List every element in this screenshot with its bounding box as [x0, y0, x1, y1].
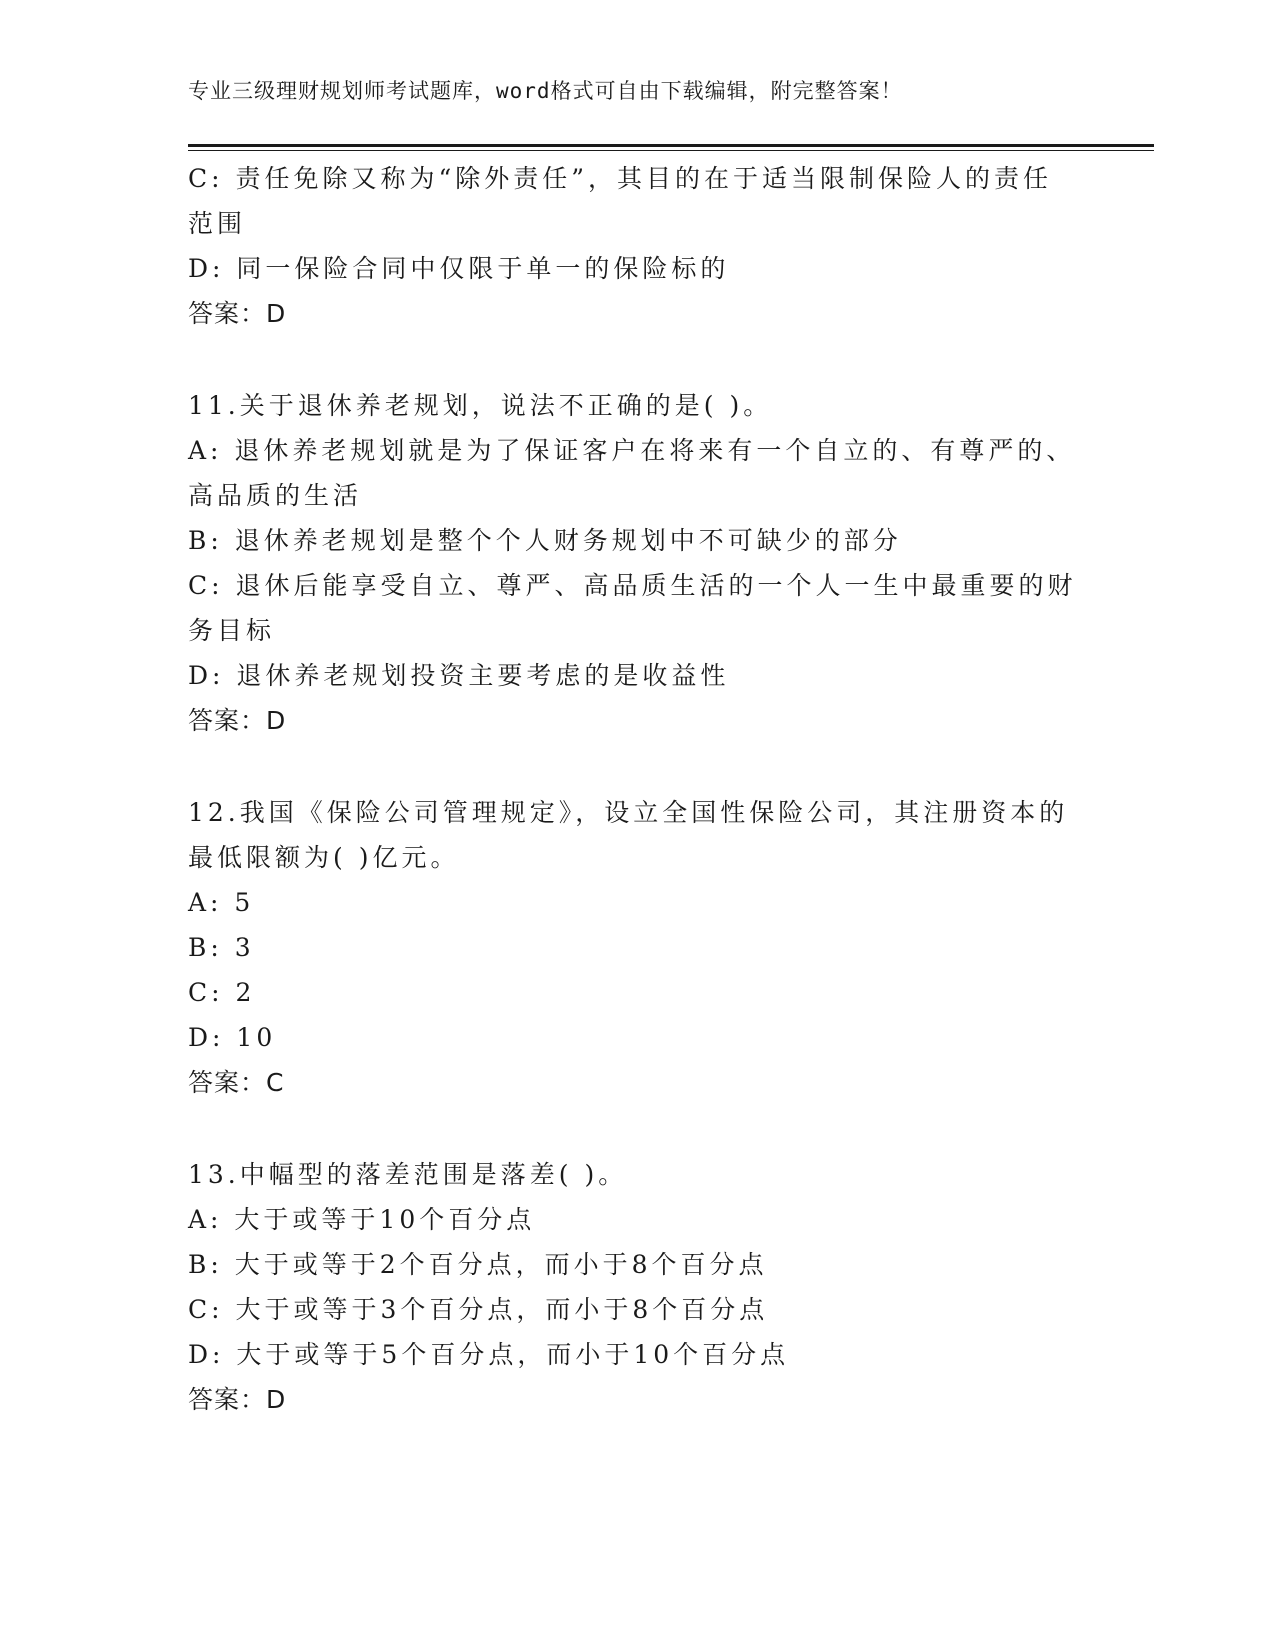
answer-line: 答案：C	[188, 1068, 285, 1097]
question-line: D: 10	[188, 1023, 277, 1052]
header-rule-thin	[188, 150, 1154, 151]
question-line: C: 退休后能享受自立、尊严、高品质生活的一个人一生中最重要的财	[188, 571, 1077, 600]
question-line: 务目标	[188, 616, 276, 645]
block-gap	[188, 1105, 1088, 1152]
question-line: C: 大于或等于3个百分点，而小于8个百分点	[188, 1295, 769, 1324]
question-block-11	[188, 383, 1088, 743]
question-line: A: 大于或等于10个百分点	[188, 1205, 536, 1234]
answer-line: 答案：D	[188, 706, 287, 735]
question-block-13	[188, 1152, 1088, 1422]
header-rule-thick	[188, 144, 1154, 147]
question-line: C: 责任免除又称为“除外责任”，其目的在于适当限制保险人的责任	[188, 164, 1053, 193]
question-line: A: 5	[188, 888, 255, 917]
question-line: 13.中幅型的落差范围是落差( )。	[188, 1160, 628, 1189]
question-block-12	[188, 790, 1088, 1105]
answer-line: 答案：D	[188, 1385, 287, 1414]
question-line: 最低限额为( )亿元。	[188, 843, 460, 872]
question-line: B: 大于或等于2个百分点，而小于8个百分点	[188, 1250, 768, 1279]
question-line: D: 退休养老规划投资主要考虑的是收益性	[188, 661, 730, 690]
question-line: 高品质的生活	[188, 481, 363, 510]
question-line: B: 退休养老规划是整个个人财务规划中不可缺少的部分	[188, 526, 902, 555]
question-line: 11.关于退休养老规划，说法不正确的是( )。	[188, 391, 773, 420]
question-content	[188, 156, 1088, 1422]
question-line: D: 大于或等于5个百分点，而小于10个百分点	[188, 1340, 790, 1369]
block-gap	[188, 336, 1088, 383]
block-gap	[188, 743, 1088, 790]
question-line: A: 退休养老规划就是为了保证客户在将来有一个自立的、有尊严的、	[188, 436, 1076, 465]
question-line: D: 同一保险合同中仅限于单一的保险标的	[188, 254, 730, 283]
question-line: B: 3	[188, 933, 255, 962]
question-block-10	[188, 156, 1088, 336]
question-line: 范围	[188, 209, 247, 238]
question-line: 12.我国《保险公司管理规定》，设立全国性保险公司，其注册资本的	[188, 798, 1069, 827]
answer-line: 答案：D	[188, 299, 287, 328]
page-header: 专业三级理财规划师考试题库，word格式可自由下载编辑，附完整答案！	[188, 79, 903, 103]
question-line: C: 2	[188, 978, 256, 1007]
